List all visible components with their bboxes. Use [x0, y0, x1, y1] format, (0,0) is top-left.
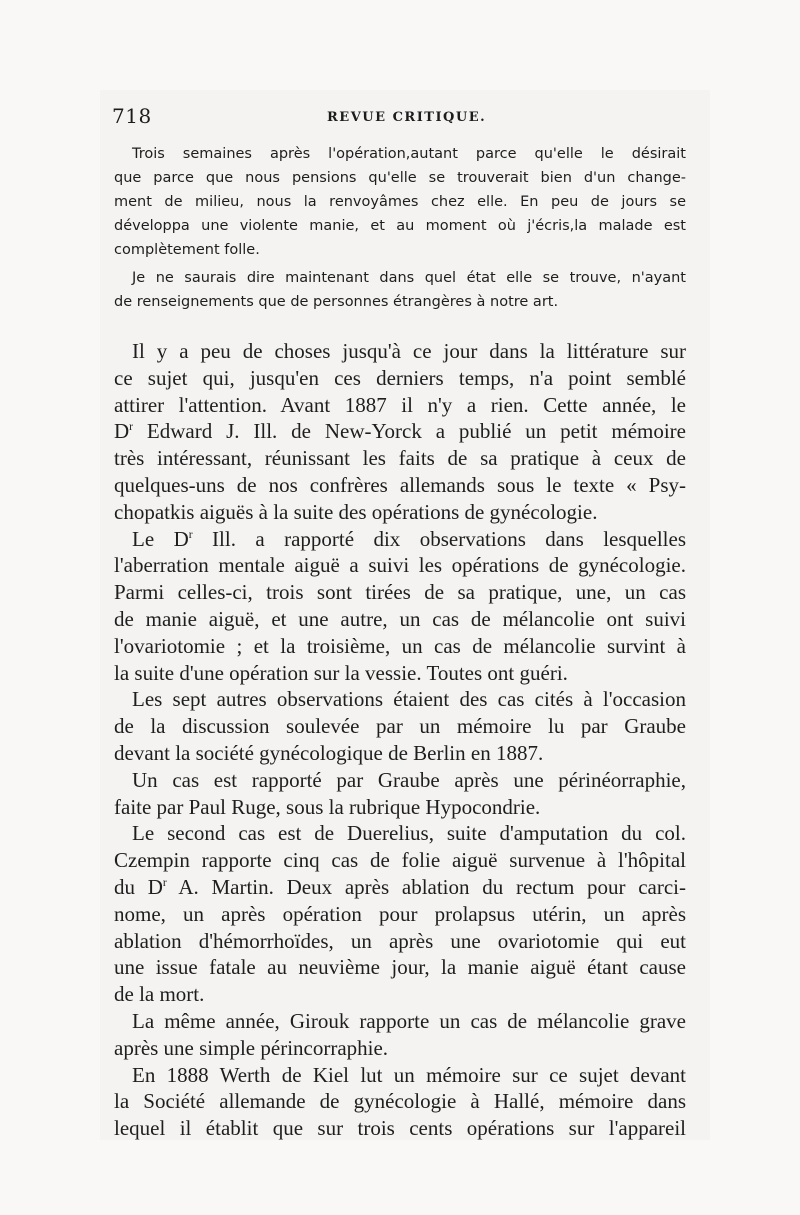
- text-line: Un cas est rapporté par Graube après une périnéorraphie,: [132, 767, 686, 792]
- text-line: attirer l'attention. Avant 1887 il n'y a rien. Cette année, le: [114, 392, 686, 417]
- text-line: quelques-uns de nos confrères allemands sous le texte « Psy-: [114, 472, 686, 497]
- text-line: nome, un après opération pour prolapsus utérin, un après: [114, 901, 686, 926]
- page-number: 718: [112, 104, 152, 128]
- text-line: devant la société gynécologique de Berlin en 1887.: [114, 740, 544, 765]
- text-line: chopatkis aiguës à la suite des opérations de gynécologie.: [114, 499, 598, 524]
- text-line: Il y a peu de choses jusqu'à ce jour dans la littérature sur: [132, 339, 686, 363]
- text-line: de renseignements que de personnes étrangères à notre art.: [114, 294, 559, 310]
- text-line: du $D^r$ A. Martin. Deux après ablation du rectum pour carci-: [114, 874, 686, 899]
- text-line: développa une violente manie, et au moment où j'écris,la malade est: [114, 218, 686, 234]
- text-line: Le $D^r$ Ill. a rapporté dix observations dans lesquelles: [132, 526, 686, 551]
- text-line: la Société allemande de gynécologie à Hallé, mémoire dans: [114, 1089, 686, 1114]
- text-line: faite par Paul Ruge, sous la rubrique Hypocondrie.: [114, 794, 541, 819]
- text-line: lequel il établit que sur trois cents opérations sur l'appareil: [114, 1116, 686, 1141]
- text-line: Czempin rapporte cinq cas de folie aiguë survenue à l'hôpital: [114, 848, 686, 873]
- running-head: REVUE CRITIQUE.: [327, 110, 487, 125]
- text-line: ce sujet qui, jusqu'en ces derniers temps, n'a point semblé: [114, 365, 686, 390]
- main-text: [114, 338, 686, 1142]
- text-line: une issue fatale au neuvième jour, la manie aiguë étant cause: [114, 955, 686, 980]
- text-line: de la mort.: [114, 982, 205, 1007]
- text-line: complètement folle.: [114, 242, 260, 258]
- text-line: Le second cas est de Duerelius, suite d'amputation du col.: [132, 821, 686, 846]
- text-line: l'aberration mentale aiguë a suivi les opérations de gynécologie.: [114, 553, 686, 578]
- page-header: [112, 104, 692, 130]
- text-line: très intéressant, réunissant les faits de sa pratique à ceux de: [114, 446, 686, 471]
- text-line: La même année, Girouk rapporte un cas de mélancolie grave: [132, 1008, 686, 1033]
- text-line: l'ovariotomie ; et la troisième, un cas de mélancolie survint à: [114, 633, 686, 658]
- text-line: ment de milieu, nous la renvoyâmes chez elle. En peu de jours se: [114, 194, 686, 210]
- text-line: après une simple périncorraphie.: [114, 1035, 389, 1060]
- body-text: [114, 142, 686, 1142]
- text-line: ablation d'hémorrhoïdes, un après une ovariotomie qui eut: [114, 928, 686, 953]
- text-line: Les sept autres observations étaient des cas cités à l'occasion: [132, 687, 686, 712]
- text-line: de manie aiguë, et une autre, un cas de mélancolie ont suivi: [114, 606, 686, 631]
- text-line: la suite d'une opération sur la vessie. Toutes ont guéri.: [114, 660, 568, 685]
- text-line: $D^r$ Edward J. Ill. de New-Yorck a publié un petit mémoire: [114, 419, 686, 444]
- text-line: Je ne saurais dire maintenant dans quel état elle se trouve, n'ayant: [132, 270, 686, 286]
- text-line: de la discussion soulevée par un mémoire lu par Graube: [114, 714, 686, 739]
- text-line: Parmi celles-ci, trois sont tirées de sa pratique, une, un cas: [114, 580, 686, 605]
- text-line: que parce que nous pensions qu'elle se trouverait bien d'un change-: [114, 170, 686, 186]
- text-line: Trois semaines après l'opération,autant parce qu'elle le désirait: [132, 146, 686, 162]
- text-line: En 1888 Werth de Kiel lut un mémoire sur ce sujet devant: [132, 1062, 686, 1087]
- quoted-case-paragraph: [114, 142, 686, 314]
